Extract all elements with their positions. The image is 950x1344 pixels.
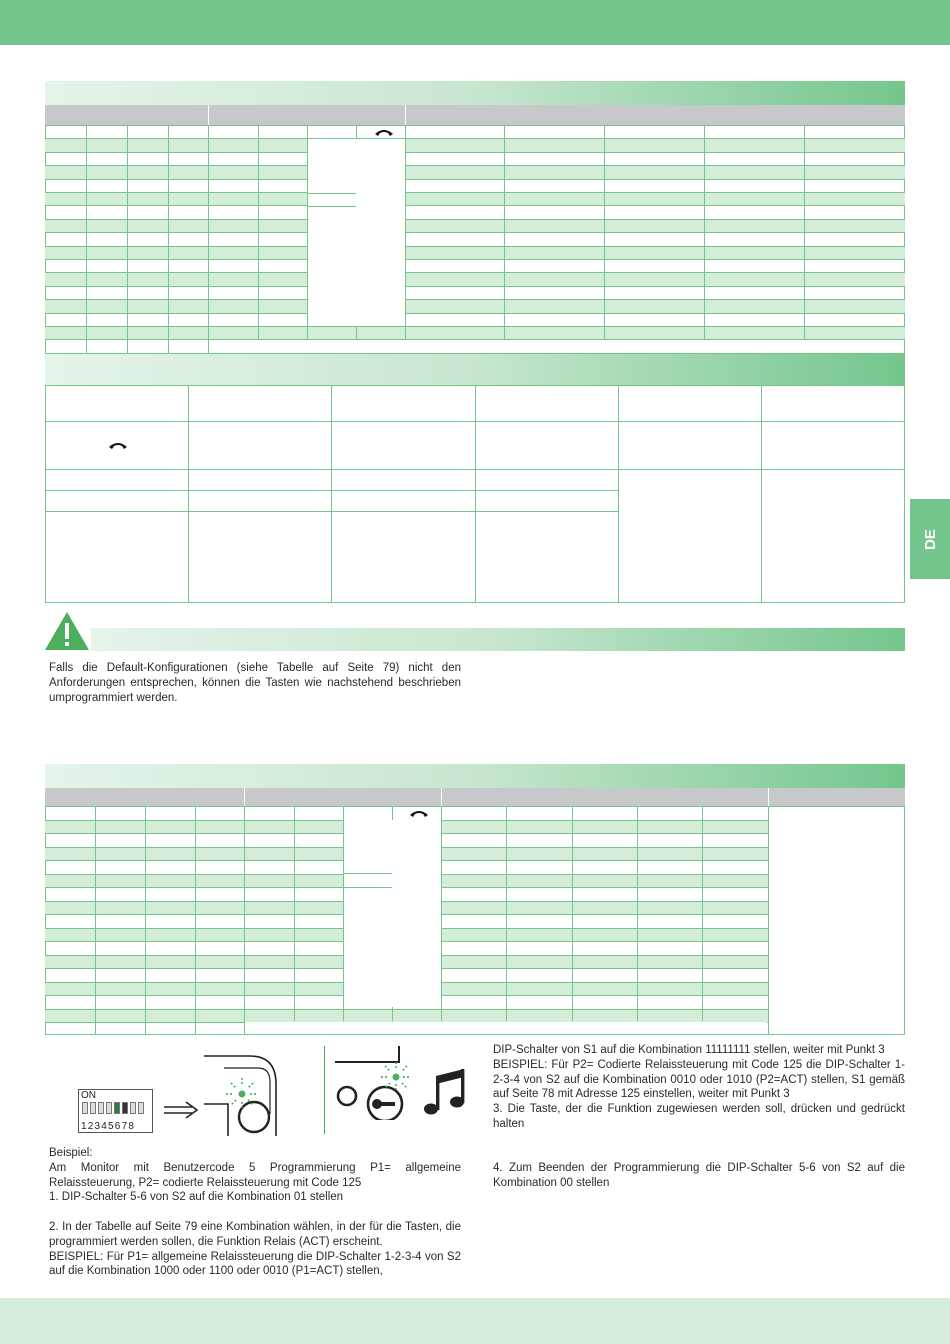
lock-button-illustration — [333, 1044, 468, 1120]
table-column-line — [294, 806, 295, 1021]
table-1-title-bar — [45, 81, 905, 105]
dip-switch-knob — [138, 1102, 144, 1114]
handset-icon — [107, 439, 129, 451]
footer-bar — [0, 1298, 950, 1344]
instructions-left — [49, 1146, 461, 1279]
example-heading: Beispiel: — [49, 1147, 93, 1159]
dip-switch-knob — [90, 1102, 96, 1114]
table-column-line — [702, 806, 703, 1021]
table-row-line — [45, 286, 905, 287]
table-column-line — [244, 806, 245, 1035]
table-row-line — [45, 219, 905, 220]
table-row-fill — [45, 165, 905, 178]
table-row-line — [45, 232, 905, 233]
table-row-line — [45, 152, 905, 153]
table-column-line — [475, 385, 476, 603]
dip-numbers: 12345678 — [81, 1121, 136, 1132]
intro-text: Falls die Default-Konfigurationen (siehe Tabelle auf Seite 79) nicht den Anforderungen entsprechen, können die Tasten wie nachstehend beschrieben umprogrammiert werden. — [49, 662, 461, 704]
table-row-line — [308, 206, 356, 207]
step-4: 4. Zum Beenden der Programmierung die DIP-Schalter 5-6 von S2 auf die Kombination 00 stellen — [493, 1162, 905, 1190]
handset-icon — [373, 126, 395, 138]
table-row-line — [45, 313, 905, 314]
table-row-line — [45, 192, 905, 193]
table-column-line — [331, 385, 332, 603]
merged-cell-blank — [357, 139, 405, 326]
table-row-fill — [45, 299, 905, 312]
table-row-line — [45, 165, 905, 166]
table-column-line — [145, 806, 146, 1035]
table-row-fill — [45, 246, 905, 259]
instructions-right — [493, 1043, 905, 1191]
header-bar — [0, 0, 950, 45]
merged-cell-blank — [245, 1022, 767, 1034]
merged-cell-blank — [393, 820, 441, 1007]
table-row-line — [344, 887, 392, 888]
merged-cell-blank — [209, 341, 904, 353]
step-2: 2. In der Tabelle auf Seite 79 eine Kombination wählen, in der für die Tasten, die programmiert werden sollen, die Funktion Relais (ACT) erscheint. — [49, 1220, 461, 1248]
table-row-fill — [45, 138, 905, 151]
table-row-fill — [45, 219, 905, 232]
table-column-line — [761, 470, 762, 603]
table-column-line — [195, 806, 196, 1035]
dip-switch-knob — [98, 1102, 104, 1114]
table-row-line — [45, 259, 905, 260]
example-text: Am Monitor mit Benutzercode 5 Programmierung P1= allgemeine Relaissteuerung, P2= codierte Relaissteuerung mit Code 125 — [49, 1161, 461, 1189]
table-row-line — [45, 179, 905, 180]
table-column-line — [637, 806, 638, 1021]
table-column-line — [258, 125, 259, 340]
double-arrow-icon — [162, 1100, 200, 1120]
table-column-line — [405, 125, 406, 340]
music-note-icon — [424, 1069, 464, 1115]
language-tab[interactable] — [910, 499, 950, 579]
merged-cell-blank — [769, 807, 904, 1034]
language-label: DE — [921, 528, 939, 550]
table-column-line — [804, 125, 805, 340]
warning-icon — [44, 611, 90, 651]
warning-title-bar — [91, 628, 905, 651]
table-column-line — [168, 125, 169, 354]
table-row-line — [45, 272, 905, 273]
table-row-fill — [45, 192, 905, 205]
handset-icon — [408, 807, 430, 819]
table-column-line — [208, 125, 209, 354]
dip-switch-knob — [106, 1102, 112, 1114]
table-column-line — [86, 125, 87, 354]
table-column-line — [604, 125, 605, 340]
table-row-line — [45, 1009, 768, 1010]
table-column-line — [127, 125, 128, 354]
dip-switch-knob — [122, 1102, 128, 1114]
dip-switch-s2 — [78, 1089, 153, 1133]
table-row-line — [45, 138, 905, 139]
table-column-line — [95, 806, 96, 1035]
example-p2: BEISPIEL: Für P2= Codierte Relaissteuerung mit Code 125 die DIP-Schalter 1-2-3-4 von S2 auf die Kombination 0010 oder 1010 (P2=ACT) stellen, S1 gemäß auf Seite 78 mit Adresse 125 einstellen, weiter mit Punkt 3 — [493, 1058, 905, 1101]
table-row-line — [45, 205, 905, 206]
example-p1-continued: DIP-Schalter von S1 auf die Kombination 11111111 stellen, weiter mit Punkt 3 — [493, 1044, 885, 1056]
table-column-line — [504, 125, 505, 340]
table-row-line — [45, 299, 905, 300]
table-column-line — [704, 125, 705, 340]
dip-switch-knob — [130, 1102, 136, 1114]
table-column-line — [188, 385, 189, 603]
step-1: 1. DIP-Schalter 5-6 von S2 auf die Kombination 01 stellen — [49, 1191, 344, 1204]
table-row-fill — [45, 272, 905, 285]
table-row-line — [308, 193, 356, 194]
table-column-line — [441, 806, 442, 1021]
table-row-fill — [45, 1009, 768, 1023]
example-p1: BEISPIEL: Für P1= allgemeine Relaissteuerung die DIP-Schalter 1-2-3-4 von S2 auf die Kombination 1000 oder 1100 oder 0010 (P1=ACT) stellen, — [49, 1250, 461, 1278]
table-row-line — [45, 246, 905, 247]
table-row-line — [344, 873, 392, 874]
step-3: 3. Die Taste, der die Funktion zugewiesen werden soll, drücken und gedrückt halten — [493, 1103, 905, 1130]
table-1-header-bar — [45, 105, 905, 125]
table-row-line — [45, 326, 905, 327]
table-2-title-bar — [45, 354, 905, 385]
monitor-button-illustration — [200, 1054, 280, 1138]
table-3-title-bar — [45, 764, 905, 788]
dip-switch-knob — [114, 1102, 120, 1114]
table-column-line — [506, 806, 507, 1021]
table-row-fill — [45, 326, 905, 339]
table-column-line — [572, 806, 573, 1021]
dip-on-label: ON — [81, 1090, 96, 1101]
dip-switch-knob — [82, 1102, 88, 1114]
table-3-header-bar — [45, 788, 905, 806]
